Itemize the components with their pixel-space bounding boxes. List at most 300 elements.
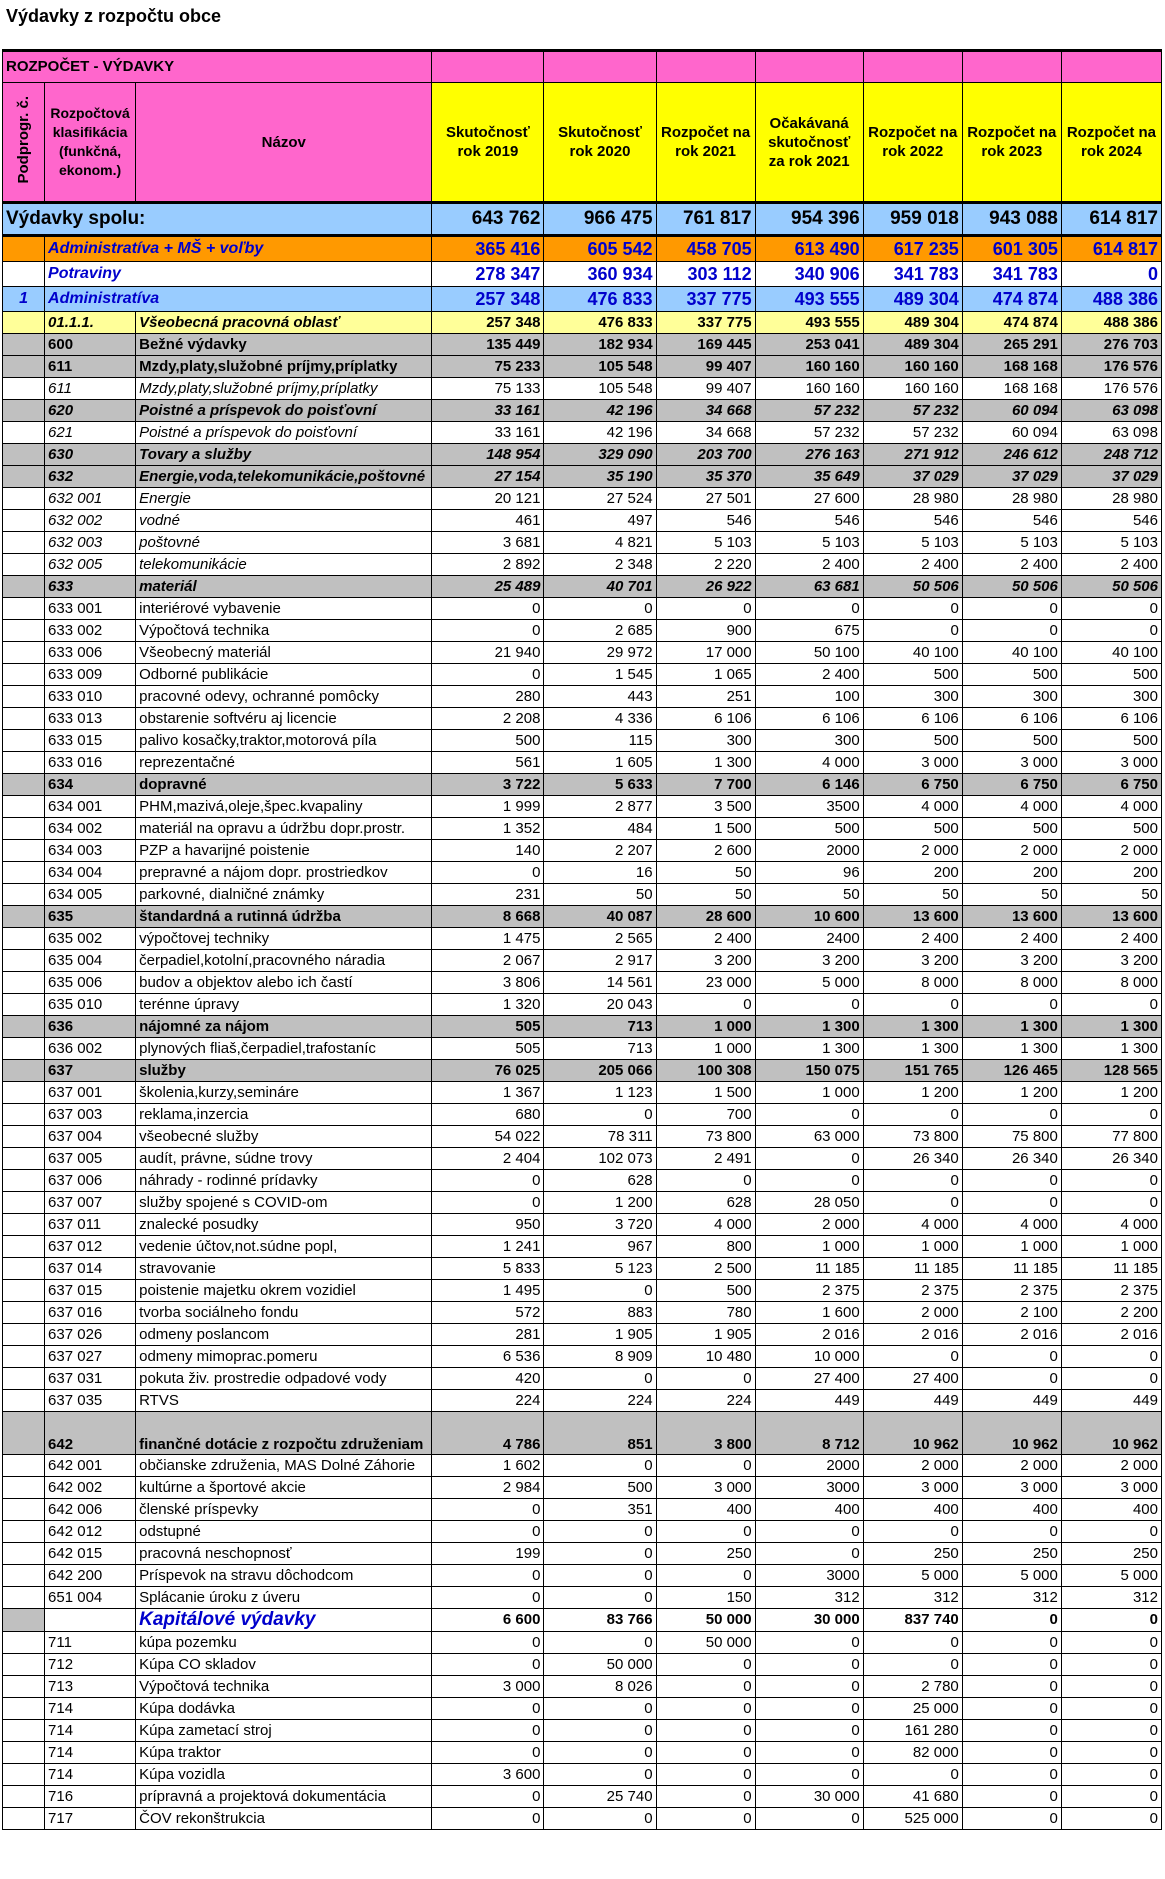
- row-value: 5 000: [755, 972, 863, 994]
- row-value: 3 000: [962, 752, 1061, 774]
- row-name: reklama,inzercia: [136, 1104, 432, 1126]
- row-value: 0: [1061, 1720, 1161, 1742]
- row-value: 2 685: [544, 620, 656, 642]
- row-value: 0: [432, 620, 544, 642]
- row-value: 474 874: [962, 312, 1061, 334]
- row-value: 246 612: [962, 444, 1061, 466]
- row-name: školenia,kurzy,semináre: [136, 1082, 432, 1104]
- row-code: 600: [45, 334, 136, 356]
- row-code: 714: [45, 1742, 136, 1764]
- row-name: reprezentačné: [136, 752, 432, 774]
- row-value: 151 765: [863, 1060, 962, 1082]
- row-value: 500: [656, 1280, 755, 1302]
- row-value: 199: [432, 1543, 544, 1565]
- table-row: [3, 884, 1162, 906]
- row-value: 28 600: [656, 906, 755, 928]
- table-row: [3, 862, 1162, 884]
- row-value: 1 300: [863, 1016, 962, 1038]
- row-name: vodné: [136, 510, 432, 532]
- row-value: 50: [656, 884, 755, 906]
- row-code: 633 010: [45, 686, 136, 708]
- row-podprog: [3, 862, 45, 884]
- row-value: 365 416: [432, 236, 544, 262]
- header-row: [3, 83, 1162, 203]
- row-value: 10 962: [1061, 1412, 1161, 1455]
- table-row: [3, 752, 1162, 774]
- row-value: 0: [755, 1808, 863, 1830]
- row-value: 1 500: [656, 818, 755, 840]
- row-value: 2 000: [863, 840, 962, 862]
- row-name: čerpadiel,kotolní,pracovného náradia: [136, 950, 432, 972]
- row-code: 637 015: [45, 1280, 136, 1302]
- row-value: 78 311: [544, 1126, 656, 1148]
- row-value: 505: [432, 1016, 544, 1038]
- row-name: budov a objektov alebo ich častí: [136, 972, 432, 994]
- row-value: 33 161: [432, 422, 544, 444]
- row-value: 0: [432, 1786, 544, 1808]
- row-podprog: [3, 1170, 45, 1192]
- row-name: nájomné za nájom: [136, 1016, 432, 1038]
- row-value: 1 545: [544, 664, 656, 686]
- row-value: 0: [755, 598, 863, 620]
- row-podprog: [3, 1499, 45, 1521]
- row-podprog: [3, 1742, 45, 1764]
- row-value: 8 668: [432, 906, 544, 928]
- row-value: 6 106: [1061, 708, 1161, 730]
- row-podprog: [3, 510, 45, 532]
- row-value: 0: [755, 1764, 863, 1786]
- row-value: 253 041: [755, 334, 863, 356]
- row-name: telekomunikácie: [136, 554, 432, 576]
- row-value: 40 100: [1061, 642, 1161, 664]
- row-value: 2 348: [544, 554, 656, 576]
- row-value: 0: [755, 1676, 863, 1698]
- row-value: 1 300: [1061, 1038, 1161, 1060]
- row-value: 57 232: [755, 422, 863, 444]
- row-value: 35 649: [755, 466, 863, 488]
- row-value: 400: [755, 1499, 863, 1521]
- row-value: 3 800: [656, 1412, 755, 1455]
- row-name: štandardná a rutinná údržba: [136, 906, 432, 928]
- row-value: 11 185: [755, 1258, 863, 1280]
- row-value: 3 600: [432, 1764, 544, 1786]
- row-value: 1 300: [656, 752, 755, 774]
- row-value: 13 600: [962, 906, 1061, 928]
- table-row: [3, 906, 1162, 928]
- header-klasif: Rozpočtová klasifikácia (funkčná, ekonom.): [45, 83, 136, 203]
- row-value: 271 912: [863, 444, 962, 466]
- row-value: 105 548: [544, 378, 656, 400]
- table-row: [3, 686, 1162, 708]
- row-value: 0: [432, 1170, 544, 1192]
- row-value: 0: [962, 1764, 1061, 1786]
- row-name: RTVS: [136, 1390, 432, 1412]
- table-row: [3, 488, 1162, 510]
- row-value: 21 940: [432, 642, 544, 664]
- row-value: 4 000: [863, 796, 962, 818]
- row-code: 636 002: [45, 1038, 136, 1060]
- row-value: 497: [544, 510, 656, 532]
- row-name: kúpa pozemku: [136, 1632, 432, 1654]
- row-value: 2 400: [863, 554, 962, 576]
- row-value: 73 800: [863, 1126, 962, 1148]
- row-value: 0: [755, 1104, 863, 1126]
- row-podprog: [3, 620, 45, 642]
- table-row: [3, 1104, 1162, 1126]
- header-nazov: Názov: [136, 83, 432, 203]
- table-row: [3, 312, 1162, 334]
- row-value: 4 000: [755, 752, 863, 774]
- row-value: 1 000: [656, 1038, 755, 1060]
- row-value: 484: [544, 818, 656, 840]
- row-value: 2 000: [962, 1455, 1061, 1477]
- row-value: 2 400: [962, 554, 1061, 576]
- header-col-2019: Skutočnosť rok 2019: [432, 83, 544, 203]
- table-row: [3, 818, 1162, 840]
- row-value: 50: [544, 884, 656, 906]
- table-row: [3, 1016, 1162, 1038]
- row-value: 3 000: [863, 1477, 962, 1499]
- row-code: 630: [45, 444, 136, 466]
- row-value: 0: [432, 862, 544, 884]
- row-value: 0: [1061, 1676, 1161, 1698]
- row-name: Všeobecný materiál: [136, 642, 432, 664]
- row-value: 0: [544, 1280, 656, 1302]
- row-name: pracovné odevy, ochranné pomôcky: [136, 686, 432, 708]
- row-value: 3 681: [432, 532, 544, 554]
- row-value: 943 088: [962, 203, 1061, 236]
- row-podprog: [3, 1104, 45, 1126]
- table-row: [3, 1412, 1162, 1455]
- row-value: 82 000: [863, 1742, 962, 1764]
- row-name: služby: [136, 1060, 432, 1082]
- row-name: Kapitálové výdavky: [136, 1609, 432, 1632]
- row-code: 633: [45, 576, 136, 598]
- row-code: 634 004: [45, 862, 136, 884]
- row-value: 500: [962, 664, 1061, 686]
- row-value: 500: [432, 730, 544, 752]
- row-podprog: [3, 1455, 45, 1477]
- row-value: 761 817: [656, 203, 755, 236]
- row-value: 1 320: [432, 994, 544, 1016]
- row-name: kultúrne a športové akcie: [136, 1477, 432, 1499]
- row-value: 2 984: [432, 1477, 544, 1499]
- row-value: 0: [656, 994, 755, 1016]
- row-name: Energie: [136, 488, 432, 510]
- row-name: poistenie majetku okrem vozidiel: [136, 1280, 432, 1302]
- row-value: 400: [1061, 1499, 1161, 1521]
- row-value: 231: [432, 884, 544, 906]
- row-value: 525 000: [863, 1808, 962, 1830]
- row-value: 2 400: [863, 928, 962, 950]
- row-podprog: [3, 400, 45, 422]
- row-name: pokuta živ. prostredie odpadové vody: [136, 1368, 432, 1390]
- row-value: 42 196: [544, 400, 656, 422]
- row-value: 3 500: [656, 796, 755, 818]
- row-value: 4 000: [863, 1214, 962, 1236]
- row-value: 0: [962, 1192, 1061, 1214]
- row-value: 0: [962, 1170, 1061, 1192]
- row-value: 493 555: [755, 287, 863, 312]
- row-value: 474 874: [962, 287, 1061, 312]
- row-value: 713: [544, 1016, 656, 1038]
- table-row: [3, 994, 1162, 1016]
- table-row: [3, 334, 1162, 356]
- header-col-2020: Skutočnosť rok 2020: [544, 83, 656, 203]
- row-code: 635: [45, 906, 136, 928]
- row-value: 643 762: [432, 203, 544, 236]
- row-name: Administratíva: [45, 287, 432, 312]
- row-value: 0: [432, 1192, 544, 1214]
- row-value: 2 016: [1061, 1324, 1161, 1346]
- row-podprog: [3, 1543, 45, 1565]
- table-row: [3, 950, 1162, 972]
- row-value: 2 207: [544, 840, 656, 862]
- row-value: 5 833: [432, 1258, 544, 1280]
- row-value: 0: [962, 994, 1061, 1016]
- row-value: 17 000: [656, 642, 755, 664]
- row-code: 634 002: [45, 818, 136, 840]
- row-code: 714: [45, 1720, 136, 1742]
- row-value: 37 029: [863, 466, 962, 488]
- row-value: 2 000: [755, 1214, 863, 1236]
- row-name: Energie,voda,telekomunikácie,poštovné: [136, 466, 432, 488]
- row-code: 634 005: [45, 884, 136, 906]
- row-value: 182 934: [544, 334, 656, 356]
- row-value: 0: [544, 1104, 656, 1126]
- row-name: prípravná a projektová dokumentácia: [136, 1786, 432, 1808]
- row-value: 1 000: [755, 1082, 863, 1104]
- row-value: 680: [432, 1104, 544, 1126]
- row-code: 637 001: [45, 1082, 136, 1104]
- row-value: 458 705: [656, 236, 755, 262]
- row-value: 0: [656, 1654, 755, 1676]
- row-name: materiál na opravu a údržbu dopr.prostr.: [136, 818, 432, 840]
- row-name: všeobecné služby: [136, 1126, 432, 1148]
- row-value: 3 806: [432, 972, 544, 994]
- row-name: Tovary a služby: [136, 444, 432, 466]
- row-podprog: [3, 1587, 45, 1609]
- row-value: 0: [1061, 1170, 1161, 1192]
- row-podprog: [3, 422, 45, 444]
- row-value: 50 100: [755, 642, 863, 664]
- row-value: 341 783: [863, 262, 962, 287]
- table-row: [3, 1786, 1162, 1808]
- row-value: 0: [544, 1720, 656, 1742]
- row-value: 41 680: [863, 1786, 962, 1808]
- row-value: 1 300: [863, 1038, 962, 1060]
- row-name: stravovanie: [136, 1258, 432, 1280]
- row-value: 1 602: [432, 1455, 544, 1477]
- row-value: 50: [1061, 884, 1161, 906]
- row-value: 0: [432, 1565, 544, 1587]
- row-value: 0: [544, 1764, 656, 1786]
- row-value: 500: [863, 664, 962, 686]
- row-value: 5 103: [656, 532, 755, 554]
- row-value: 0: [863, 1632, 962, 1654]
- row-value: 0: [863, 1764, 962, 1786]
- row-value: 780: [656, 1302, 755, 1324]
- row-code: 611: [45, 378, 136, 400]
- row-value: 50 506: [962, 576, 1061, 598]
- row-name: Poistné a príspevok do poisťovní: [136, 400, 432, 422]
- row-value: 1 200: [962, 1082, 1061, 1104]
- table-row: [3, 972, 1162, 994]
- row-value: 115: [544, 730, 656, 752]
- row-value: 3 200: [863, 950, 962, 972]
- row-podprog: [3, 554, 45, 576]
- row-code: 717: [45, 1808, 136, 1830]
- row-value: 14 561: [544, 972, 656, 994]
- row-code: 636: [45, 1016, 136, 1038]
- row-value: 489 304: [863, 312, 962, 334]
- row-value: 546: [1061, 510, 1161, 532]
- row-podprog: [3, 1412, 45, 1455]
- row-name: Kúpa dodávka: [136, 1698, 432, 1720]
- table-row: [3, 1808, 1162, 1830]
- table-row: [3, 1609, 1162, 1632]
- row-value: 169 445: [656, 334, 755, 356]
- row-podprog: [3, 1214, 45, 1236]
- table-row: [3, 1302, 1162, 1324]
- row-value: 4 000: [1061, 1214, 1161, 1236]
- row-code: 637 012: [45, 1236, 136, 1258]
- row-code: 637 003: [45, 1104, 136, 1126]
- row-value: 0: [962, 1346, 1061, 1368]
- row-value: 675: [755, 620, 863, 642]
- row-value: 561: [432, 752, 544, 774]
- table-row: [3, 262, 1162, 287]
- row-value: 0: [962, 1654, 1061, 1676]
- row-value: 0: [962, 620, 1061, 642]
- row-value: 572: [432, 1302, 544, 1324]
- table-row: [3, 730, 1162, 752]
- row-podprog: [3, 1016, 45, 1038]
- row-value: 0: [432, 1521, 544, 1543]
- row-value: 281: [432, 1324, 544, 1346]
- row-value: 0: [1061, 1192, 1161, 1214]
- row-value: 200: [1061, 862, 1161, 884]
- row-name: Všeobecná pracovná oblasť: [136, 312, 432, 334]
- row-value: 6 146: [755, 774, 863, 796]
- row-value: 0: [755, 1148, 863, 1170]
- row-value: 500: [863, 730, 962, 752]
- table-row: [3, 378, 1162, 400]
- row-code: 611: [45, 356, 136, 378]
- row-value: 4 821: [544, 532, 656, 554]
- row-value: 50: [962, 884, 1061, 906]
- row-value: 60 094: [962, 422, 1061, 444]
- row-value: 23 000: [656, 972, 755, 994]
- row-code: 633 015: [45, 730, 136, 752]
- row-value: 76 025: [432, 1060, 544, 1082]
- row-value: 312: [962, 1587, 1061, 1609]
- table-row: [3, 840, 1162, 862]
- row-value: 50 000: [656, 1632, 755, 1654]
- row-value: 500: [1061, 664, 1161, 686]
- row-value: 614 817: [1061, 236, 1161, 262]
- row-name: Kúpa zametací stroj: [136, 1720, 432, 1742]
- row-value: 505: [432, 1038, 544, 1060]
- row-value: 203 700: [656, 444, 755, 466]
- row-podprog: [3, 994, 45, 1016]
- row-value: 10 480: [656, 1346, 755, 1368]
- row-value: 1 200: [544, 1192, 656, 1214]
- row-value: 488 386: [1061, 287, 1161, 312]
- row-value: 42 196: [544, 422, 656, 444]
- row-value: 420: [432, 1368, 544, 1390]
- row-value: 3 000: [1061, 752, 1161, 774]
- row-value: 0: [544, 1368, 656, 1390]
- row-value: 1 352: [432, 818, 544, 840]
- table-row: [3, 1521, 1162, 1543]
- row-value: 25 740: [544, 1786, 656, 1808]
- row-value: 20 043: [544, 994, 656, 1016]
- row-value: 1 905: [544, 1324, 656, 1346]
- row-value: 83 766: [544, 1609, 656, 1632]
- header-col-2022: Rozpočet na rok 2022: [863, 83, 962, 203]
- row-value: 2000: [755, 840, 863, 862]
- row-value: 617 235: [863, 236, 962, 262]
- banner-cell: [1061, 51, 1161, 83]
- table-row: [3, 554, 1162, 576]
- row-value: 168 168: [962, 356, 1061, 378]
- row-value: 224: [544, 1390, 656, 1412]
- row-code: 642 006: [45, 1499, 136, 1521]
- row-code: 637 026: [45, 1324, 136, 1346]
- row-value: 10 962: [962, 1412, 1061, 1455]
- table-row: [3, 1126, 1162, 1148]
- row-value: 950: [432, 1214, 544, 1236]
- row-podprog: [3, 906, 45, 928]
- row-value: 75 800: [962, 1126, 1061, 1148]
- banner-row: [3, 51, 1162, 83]
- row-value: 0: [1061, 994, 1161, 1016]
- row-value: 160 160: [863, 378, 962, 400]
- row-value: 100: [755, 686, 863, 708]
- table-row: [3, 1543, 1162, 1565]
- row-value: 0: [432, 1632, 544, 1654]
- row-value: 28 050: [755, 1192, 863, 1214]
- row-value: 100 308: [656, 1060, 755, 1082]
- row-value: 2 400: [755, 554, 863, 576]
- row-value: 0: [1061, 1104, 1161, 1126]
- table-row: [3, 620, 1162, 642]
- row-name: poštovné: [136, 532, 432, 554]
- row-value: 3000: [755, 1565, 863, 1587]
- row-podprog: [3, 236, 45, 262]
- row-podprog: [3, 686, 45, 708]
- row-value: 341 783: [962, 262, 1061, 287]
- row-value: 0: [863, 994, 962, 1016]
- row-name: Príspevok na stravu dôchodcom: [136, 1565, 432, 1587]
- row-value: 35 190: [544, 466, 656, 488]
- row-value: 0: [1061, 1632, 1161, 1654]
- row-value: 546: [863, 510, 962, 532]
- row-value: 614 817: [1061, 203, 1161, 236]
- row-value: 27 400: [755, 1368, 863, 1390]
- row-podprog: [3, 1060, 45, 1082]
- row-value: 0: [962, 1521, 1061, 1543]
- row-value: 0: [656, 1808, 755, 1830]
- row-value: 546: [755, 510, 863, 532]
- row-value: 0: [656, 1676, 755, 1698]
- row-code: 633 002: [45, 620, 136, 642]
- banner-cell: [656, 51, 755, 83]
- row-value: 5 103: [863, 532, 962, 554]
- row-value: 0: [863, 620, 962, 642]
- row-value: 13 600: [863, 906, 962, 928]
